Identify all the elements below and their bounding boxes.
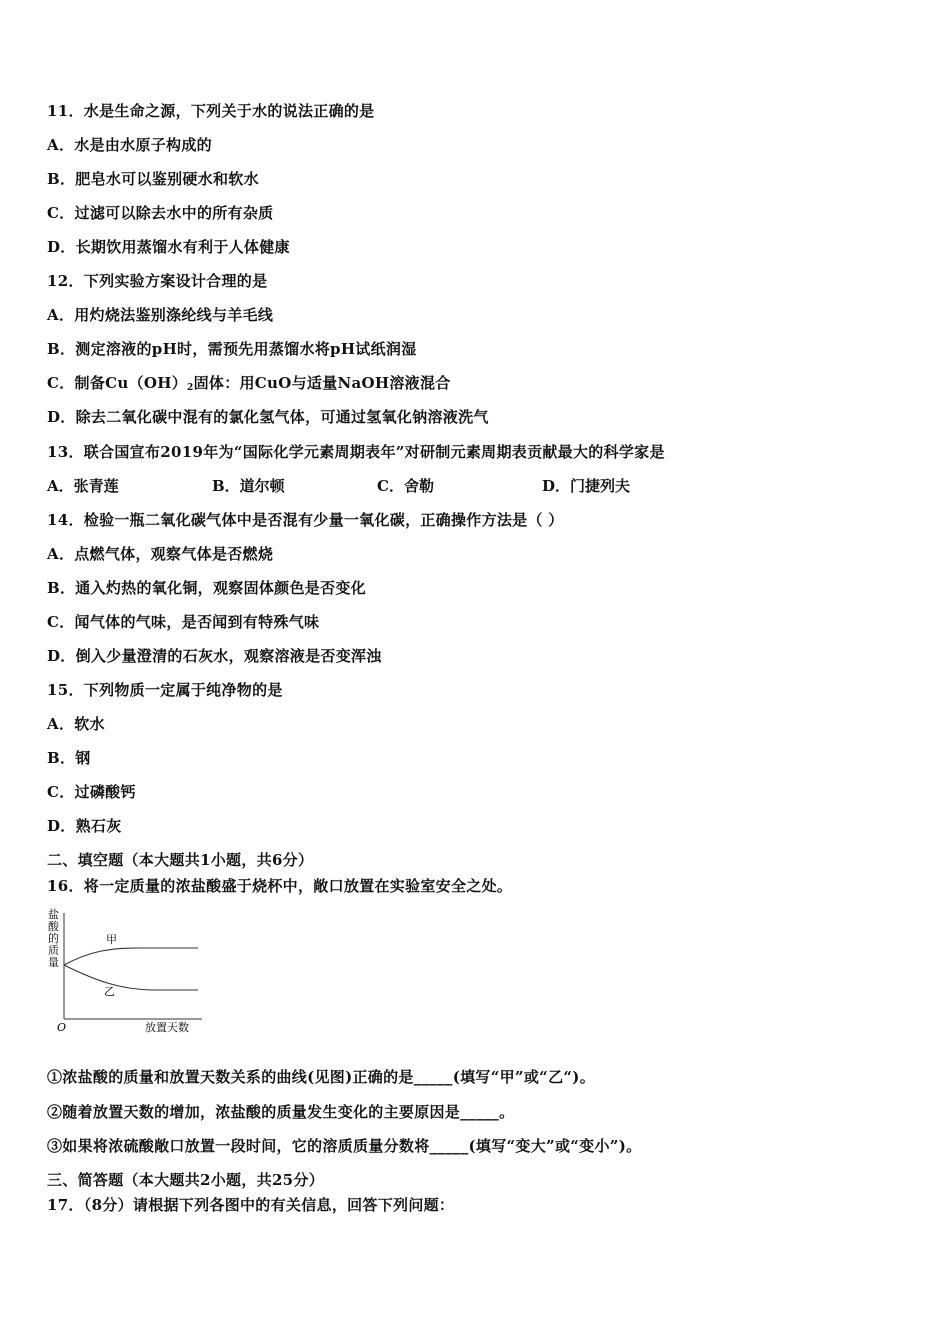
q13-option-b: B．道尔顿	[212, 477, 285, 495]
q13-option-d: D．门捷列夫	[542, 477, 631, 495]
curve-jia-label: 甲	[106, 933, 117, 946]
q17-stem: 17．（8分）请根据下列各图中的有关信息，回答下列问题：	[47, 1196, 455, 1214]
q16-part-2: ②随着放置天数的增加，浓盐酸的质量发生变化的主要原因是_____。	[47, 1103, 515, 1121]
q11-stem: 11．水是生命之源，下列关于水的说法正确的是	[47, 102, 375, 120]
origin-label: O	[57, 1021, 67, 1034]
q12-c-text-1: C．制备Cu（OH）	[47, 374, 188, 392]
q12-option-a: A．用灼烧法鉴别涤纶线与羊毛线	[47, 306, 274, 324]
section-heading-fill-in: 二、填空题（本大题共1小题，共6分）	[47, 851, 314, 869]
q11-option-a: A．水是由水原子构成的	[47, 136, 212, 154]
q15-option-a: A．软水	[47, 715, 105, 733]
y-label-char: 的	[48, 932, 59, 945]
q12-stem: 12．下列实验方案设计合理的是	[47, 272, 268, 290]
y-axis-label	[48, 907, 60, 969]
y-label-char: 质	[48, 944, 59, 957]
curve-jia	[64, 948, 198, 965]
q11-option-b: B．肥皂水可以鉴别硬水和软水	[47, 170, 259, 188]
section-heading-short-answer: 三、简答题（本大题共2小题，共25分）	[47, 1171, 325, 1189]
q16-part-3: ③如果将浓硫酸敞口放置一段时间，它的溶质质量分数将_____(填写“变大”或“变小”)。	[47, 1137, 642, 1155]
curve-yi-label: 乙	[104, 985, 115, 998]
q11-option-d: D．长期饮用蒸馏水有利于人体健康	[47, 238, 290, 256]
y-label-char: 量	[48, 956, 59, 969]
q12-c-subscript: 2	[187, 383, 194, 393]
q14-option-d: D．倒入少量澄清的石灰水，观察溶液是否变浑浊	[47, 647, 382, 665]
q14-option-a: A．点燃气体，观察气体是否燃烧	[47, 545, 274, 563]
q13-option-c: C．舍勒	[377, 477, 434, 495]
q12-option-b: B．测定溶液的pH时，需预先用蒸馏水将pH试纸润湿	[47, 340, 417, 358]
q12-option-d: D．除去二氧化碳中混有的氯化氢气体，可通过氢氧化钠溶液洗气	[47, 408, 489, 426]
q14-option-b: B．通入灼热的氧化铜，观察固体颜色是否变化	[47, 579, 366, 597]
q14-stem: 14．检验一瓶二氧化碳气体中是否混有少量一氧化碳，正确操作方法是（ ）	[47, 511, 564, 529]
q15-option-c: C．过磷酸钙	[47, 783, 136, 801]
curve-yi	[64, 965, 198, 990]
x-axis-label: 放置天数	[145, 1021, 189, 1034]
q12-c-text-2: 固体：用CuO与适量NaOH溶液混合	[193, 374, 451, 392]
q15-stem: 15．下列物质一定属于纯净物的是	[47, 681, 283, 699]
hcl-mass-graph	[40, 905, 210, 1035]
y-label-char: 盐	[48, 908, 59, 921]
q15-option-d: D．熟石灰	[47, 817, 122, 835]
y-label-char: 酸	[48, 920, 59, 933]
q11-option-c: C．过滤可以除去水中的所有杂质	[47, 204, 274, 222]
q13-option-a: A．张青莲	[47, 477, 119, 495]
q16-stem: 16．将一定质量的浓盐酸盛于烧杯中，敞口放置在实验室安全之处。	[47, 877, 513, 895]
q13-stem: 13．联合国宣布2019年为“国际化学元素周期表年”对研制元素周期表贡献最大的科学家是	[47, 443, 665, 461]
q15-option-b: B．钢	[47, 749, 91, 767]
q12-option-c	[47, 373, 451, 398]
q14-option-c: C．闻气体的气味，是否闻到有特殊气味	[47, 613, 320, 631]
q16-part-1: ①浓盐酸的质量和放置天数关系的曲线(见图)正确的是_____(填写“甲”或“乙“)。	[47, 1068, 596, 1086]
